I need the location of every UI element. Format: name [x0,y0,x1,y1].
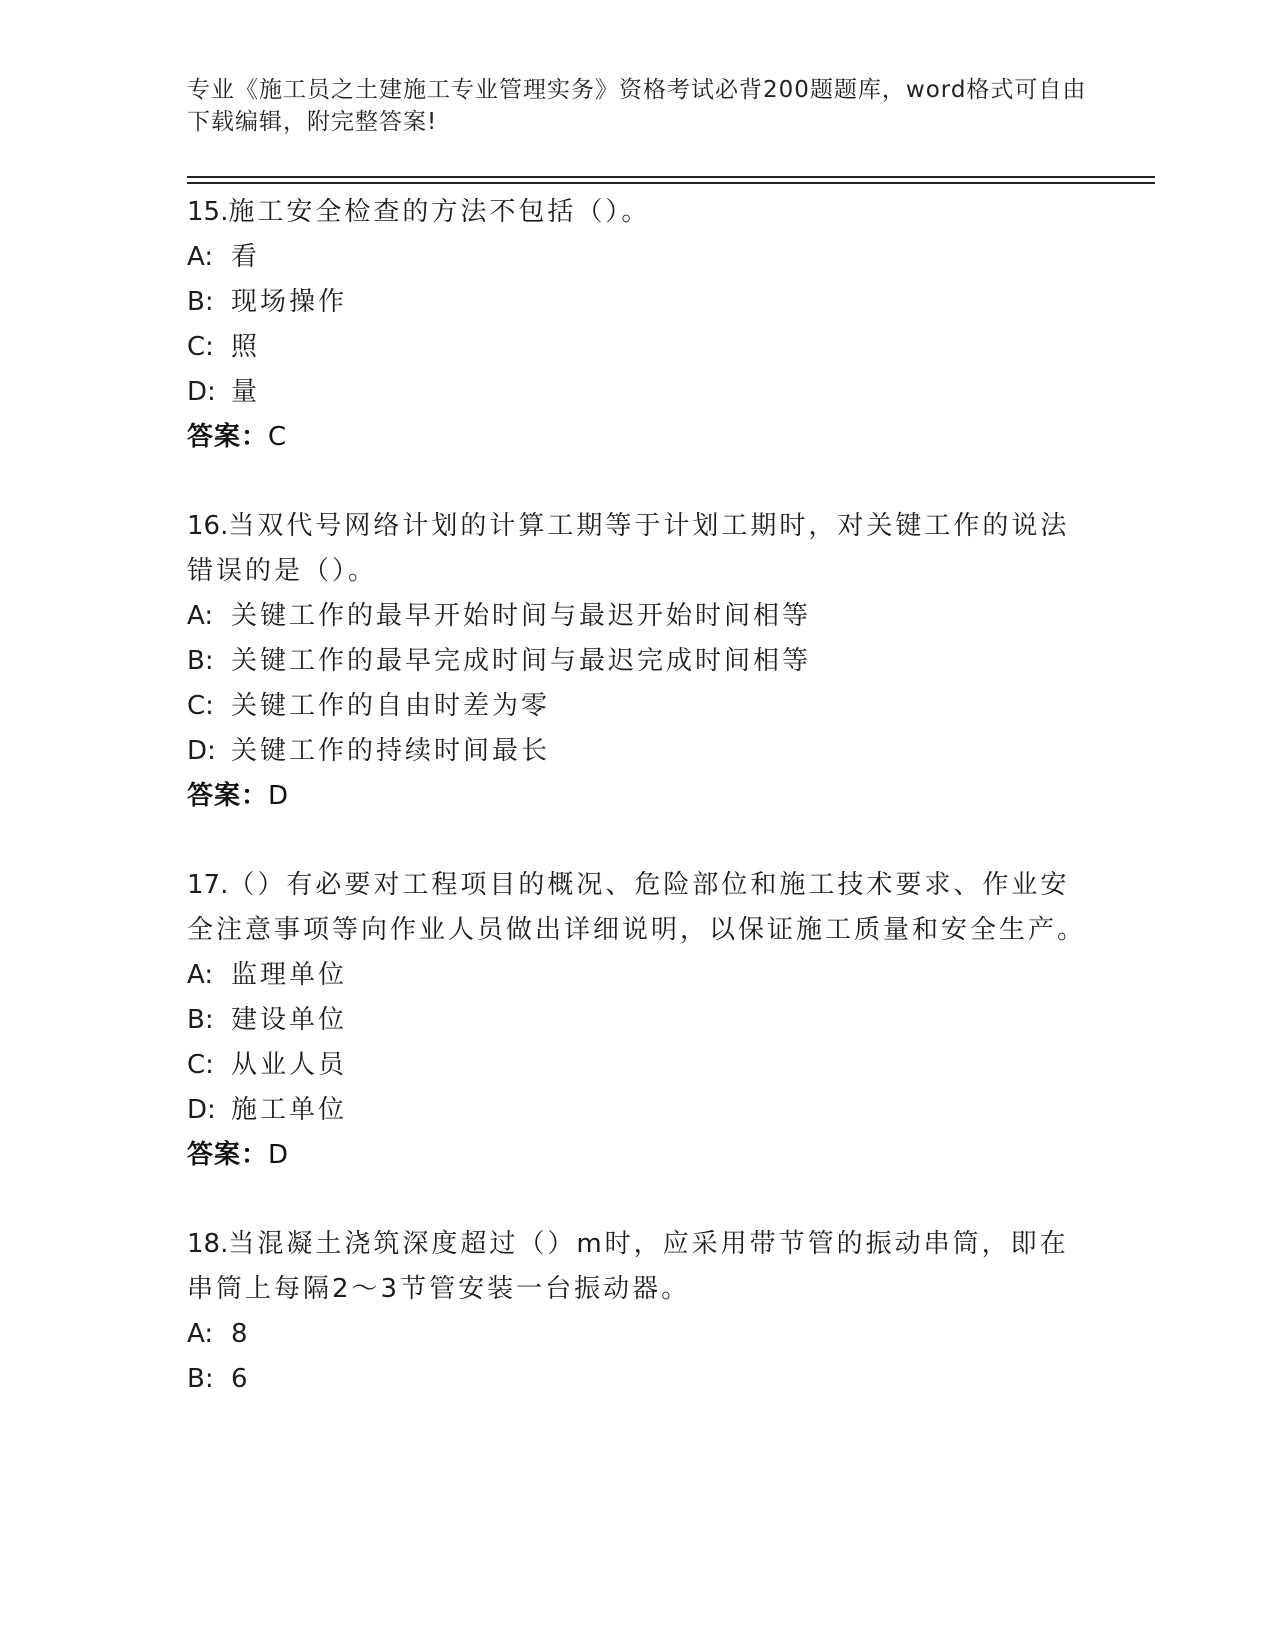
option-text: 关键工作的自由时差为零 [231,691,551,721]
question-text: 施工安全检查的方法不包括（）。 [228,197,651,227]
question-number: 16. [187,511,229,541]
option-text: 关键工作的最早开始时间与最迟开始时间相等 [231,601,812,631]
answer-label: 答案： [187,781,269,811]
option-text: 关键工作的持续时间最长 [231,736,551,766]
option-c [187,684,1087,729]
answer-value: D [268,781,290,811]
header-divider-top [187,176,1155,178]
question-16 [187,504,1087,819]
option-key: C: [187,332,214,362]
option-key: A: [187,242,214,272]
question-stem [187,190,1087,235]
option-text: 8 [231,1319,251,1349]
question-text: 当双代号网络计划的计算工期等于计划工期时，对关键工作的说法错误的是（）。 [187,511,1070,586]
option-c [187,1043,1087,1088]
question-number: 15. [187,197,229,227]
option-c [187,325,1087,370]
question-stem [187,1222,1087,1312]
option-text: 关键工作的最早完成时间与最迟完成时间相等 [231,646,812,676]
option-d [187,1088,1087,1133]
option-b [187,639,1087,684]
option-key: C: [187,1050,214,1080]
question-text: （）有必要对工程项目的概况、危险部位和施工技术要求、作业安全注意事项等向作业人员做出详细说明，以保证施工质量和安全生产。 [187,870,1087,945]
option-b [187,1357,1087,1402]
option-text: 建设单位 [231,1005,348,1035]
question-list [187,190,1087,1446]
option-text: 从业人员 [231,1050,348,1080]
option-a [187,1312,1087,1357]
option-text: 施工单位 [231,1095,348,1125]
question-stem [187,863,1087,953]
question-18 [187,1222,1087,1402]
option-a [187,235,1087,280]
option-key: D: [187,736,216,766]
question-15 [187,190,1087,460]
option-key: D: [187,1095,216,1125]
answer-label: 答案： [187,1140,269,1170]
option-a [187,594,1087,639]
answer-line [187,1133,1087,1178]
answer-label: 答案： [187,422,269,452]
header-divider-bottom [187,182,1155,184]
question-number: 18. [187,1229,229,1259]
option-text: 监理单位 [231,960,348,990]
option-key: B: [187,287,214,317]
question-number: 17. [187,870,229,900]
option-text: 量 [231,377,261,407]
option-key: B: [187,1364,214,1394]
option-key: D: [187,377,216,407]
answer-value: C [268,422,288,452]
option-key: A: [187,1319,214,1349]
document-header: 专业《施工员之土建施工专业管理实务》资格考试必背200题题库，word格式可自由下载编辑，附完整答案! [187,77,1087,135]
answer-value: D [268,1140,290,1170]
answer-line [187,774,1087,819]
option-a [187,953,1087,998]
option-key: A: [187,601,214,631]
option-b [187,998,1087,1043]
question-17 [187,863,1087,1178]
option-text: 现场操作 [231,287,348,317]
option-text: 照 [231,332,261,362]
question-text: 当混凝土浇筑深度超过（）m时，应采用带节管的振动串筒，即在串筒上每隔2～3节管安装一台振动器。 [187,1229,1069,1304]
option-b [187,280,1087,325]
option-key: B: [187,646,214,676]
option-d [187,370,1087,415]
option-key: C: [187,691,214,721]
option-text: 6 [231,1364,251,1394]
option-d [187,729,1087,774]
answer-line [187,415,1087,460]
option-text: 看 [231,242,261,272]
question-stem [187,504,1087,594]
option-key: A: [187,960,214,990]
option-key: B: [187,1005,214,1035]
